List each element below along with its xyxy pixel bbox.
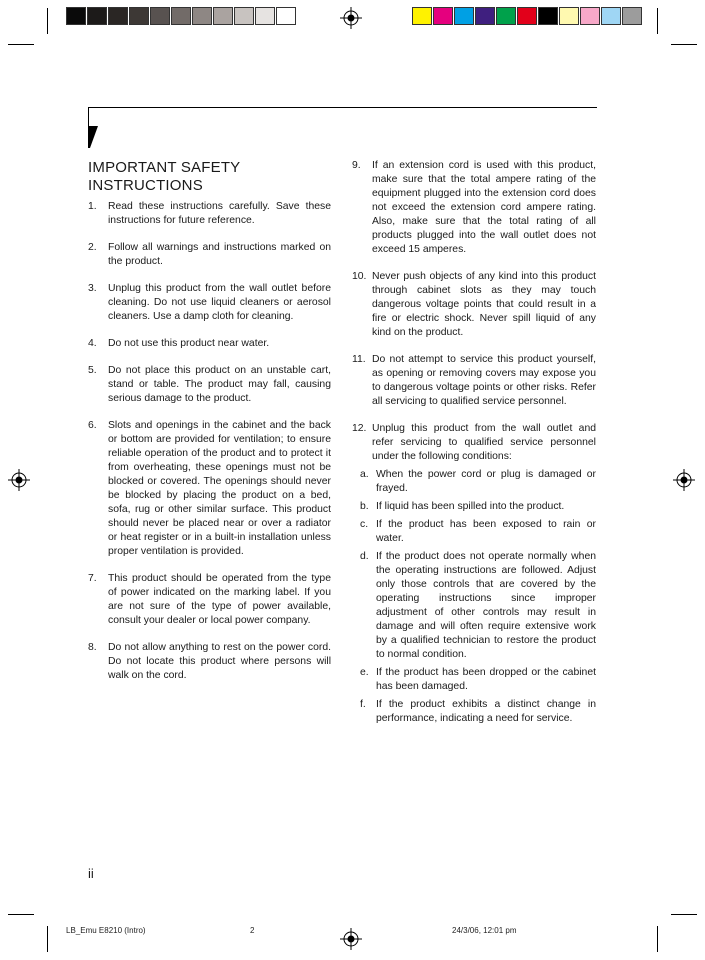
item-number: d. (360, 551, 369, 562)
color-swatch-6 (517, 7, 537, 25)
list-item (88, 282, 331, 324)
item-text: If the product exhibits a distinct change in performance, indicating a need for service. (376, 699, 596, 724)
item-text: Do not allow anything to rest on the power cord. Do not locate this product where persons will walk on the cord. (108, 642, 331, 681)
item-text: If liquid has been spilled into the product. (376, 501, 565, 512)
item-number: c. (360, 519, 369, 530)
item-number: f. (360, 699, 366, 710)
registration-mark-top-icon (340, 7, 362, 29)
left-column (88, 200, 331, 696)
list-item (88, 572, 331, 628)
gray-swatch-6 (171, 7, 191, 25)
item-number: 10. (352, 271, 367, 282)
item-number: 1. (88, 201, 97, 212)
color-swatch-8 (559, 7, 579, 25)
item-number: 2. (88, 242, 97, 253)
color-swatch-1 (412, 7, 432, 25)
item-text: Slots and openings in the cabinet and the back or bottom are provided for ventilation; to ensure reliable operation of the product and to protect it from overheating, these openings must not be blocked or covered. The openings should never be blocked by placing the product on a bed, sofa, rug or other similar surface. This product should never be placed near or over a radiator or heat register or in a built-in installation unless proper ventilation is provided. (108, 420, 331, 557)
sub-list-item (352, 550, 596, 662)
gray-swatch-4 (129, 7, 149, 25)
item-text: Do not use this product near water. (108, 338, 270, 349)
item-text: Do not attempt to service this product yourself, as opening or removing covers may expose you to dangerous voltage points or other risks. Refer all servicing to qualified service personnel. (372, 354, 596, 407)
color-swatch-11 (622, 7, 642, 25)
color-swatch-3 (454, 7, 474, 25)
gray-swatch-7 (192, 7, 212, 25)
registration-mark-right-icon (673, 469, 695, 491)
item-number: 8. (88, 642, 97, 653)
page-number: ii (88, 866, 94, 881)
right-column (352, 159, 596, 730)
item-text: If the product has been exposed to rain or water. (376, 519, 596, 544)
item-number: b. (360, 501, 369, 512)
item-text: If the product has been dropped or the cabinet has been damaged. (376, 667, 596, 692)
list-item (88, 419, 331, 559)
registration-mark-bottom-icon (340, 928, 362, 950)
corner-tab-icon (88, 126, 98, 148)
gray-swatch-8 (213, 7, 233, 25)
item-text: This product should be operated from the type of power indicated on the marking label. If you are not sure of the type of power available, consult your dealer or local power company. (108, 573, 331, 626)
item-number: 3. (88, 283, 97, 294)
item-text: Do not place this product on an unstable cart, stand or table. The product may fall, causing serious damage to the product. (108, 365, 331, 404)
process-color-bar (412, 7, 643, 25)
item-number: a. (360, 469, 369, 480)
list-item (352, 159, 596, 257)
item-number: 6. (88, 420, 97, 431)
color-swatch-9 (580, 7, 600, 25)
item-text: If an extension cord is used with this product, make sure that the total ampere rating of the equipment plugged into the extension cord does not exceed the extension cord ampere rating. Also, make sure that the total rating of all products plugged into the wall outlet does not exceed 15 amperes. (372, 160, 596, 255)
list-item (88, 641, 331, 683)
item-number: 11. (352, 354, 366, 365)
item-text: Unplug this product from the wall outlet before cleaning. Do not use liquid cleaners or aerosol cleaners. Use a damp cloth for cleaning. (108, 283, 331, 322)
gray-swatch-1 (66, 7, 86, 25)
color-swatch-7 (538, 7, 558, 25)
footer-timestamp: 24/3/06, 12:01 pm (452, 926, 517, 935)
gray-swatch-2 (87, 7, 107, 25)
item-number: 7. (88, 573, 97, 584)
list-item (352, 422, 596, 464)
sub-list-item (352, 698, 596, 726)
sub-list-item (352, 518, 596, 546)
color-swatch-10 (601, 7, 621, 25)
color-swatch-5 (496, 7, 516, 25)
color-swatch-4 (475, 7, 495, 25)
item-text: Read these instructions carefully. Save these instructions for future reference. (108, 201, 331, 226)
sub-list-item (352, 666, 596, 694)
item-number: 9. (352, 160, 361, 171)
gray-swatch-5 (150, 7, 170, 25)
header-rule-vertical (88, 107, 89, 127)
item-number: 4. (88, 338, 97, 349)
color-swatch-2 (433, 7, 453, 25)
list-item (352, 353, 596, 409)
sub-list-item (352, 468, 596, 496)
item-number: 5. (88, 365, 97, 376)
item-text: Unplug this product from the wall outlet and refer servicing to qualified service personnel under the following conditions: (372, 423, 596, 462)
list-item (88, 364, 331, 406)
list-item (88, 241, 331, 269)
item-number: e. (360, 667, 369, 678)
list-item (88, 337, 331, 351)
footer-filename: LB_Emu E8210 (Intro) (66, 926, 146, 935)
item-text: Follow all warnings and instructions marked on the product. (108, 242, 331, 267)
gray-swatch-3 (108, 7, 128, 25)
item-text: Never push objects of any kind into this product through cabinet slots as they may touch dangerous voltage points that could result in a fire or electric shock. Never spill liquid of any kind on the product. (372, 271, 596, 338)
gray-swatch-10 (255, 7, 275, 25)
item-text: If the product does not operate normally when the operating instructions are followed. Adjust only those controls that are covered by the operating instructions since improper adjustment of other controls may result in damage and will often require extensive work by a qualified technician to restore the product to normal condition. (376, 551, 596, 660)
item-text: When the power cord or plug is damaged or frayed. (376, 469, 596, 494)
list-item (88, 200, 331, 228)
list-item (352, 270, 596, 340)
page-heading: IMPORTANT SAFETY INSTRUCTIONS (88, 159, 241, 194)
grayscale-color-bar (66, 7, 297, 25)
gray-swatch-9 (234, 7, 254, 25)
header-rule (88, 107, 597, 108)
registration-mark-left-icon (8, 469, 30, 491)
sub-list-item (352, 500, 596, 514)
item-number: 12. (352, 423, 367, 434)
footer-page: 2 (250, 926, 255, 935)
gray-swatch-11 (276, 7, 296, 25)
